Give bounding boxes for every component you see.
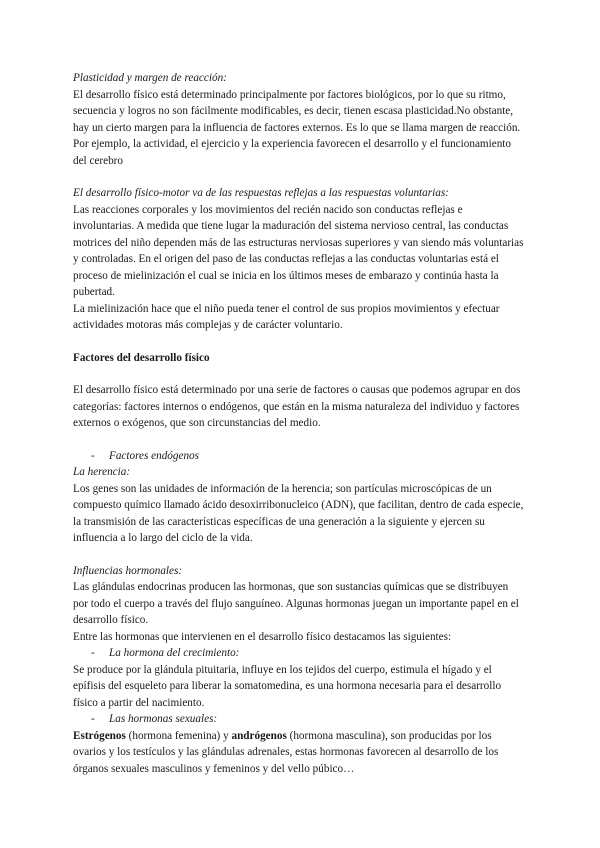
crecimiento-bullet — [73, 645, 525, 662]
bullet-dash: - — [91, 713, 95, 725]
endogenos-bullet — [73, 448, 525, 465]
sexuales-bullet-label: Las hormonas sexuales: — [109, 713, 218, 725]
hormonales-paragraph-2: Entre las hormonas que intervienen en el desarrollo físico destacamos las siguientes: — [73, 630, 452, 643]
hormonales-subheading: Influencias hormonales: — [73, 564, 183, 577]
plasticidad-heading: Plasticidad y margen de reacción: — [73, 72, 227, 84]
sexuales-text-2: (hormona masculina), son producidas por los ovarios y los testículos y las glándulas adrenales, estas hormonas favorecen al desarrollo de los órganos sexuales masculinos y femeninos y del vello púbico… — [73, 729, 499, 775]
herencia-subheading: La herencia: — [73, 466, 131, 478]
hormonales-paragraph-1: Las glándulas endocrinas producen las hormonas, que son sustancias químicas que se distribuyen por todo el cuerpo a través del flujo sanguíneo. Algunas hormonas juegan un importante papel en el desarrollo físico. — [73, 581, 519, 626]
bullet-dash: - — [91, 449, 95, 462]
motor-paragraph-2: La mielinización hace que el niño pueda tener el control de sus propios movimientos y efectuar actividades motoras más complejas y de carácter voluntario. — [73, 302, 500, 331]
herencia-paragraph: Los genes son las unidades de información de la herencia; son partículas microscópicas de un compuesto químico llamado ácido desoxirribonucleico (ADN), que facilitan, dentro de cada especie, la transmisión de las características específicas de una generación a la siguiente y ejercen su influencia a lo largo del ciclo de la vida. — [73, 482, 524, 544]
crecimiento-bullet-label: La hormona del crecimiento: — [109, 647, 240, 659]
sexuales-paragraph — [73, 728, 525, 778]
motor-heading: El desarrollo físico-motor va de las respuestas reflejas a las respuestas voluntarias: — [73, 187, 449, 199]
plasticidad-paragraph: El desarrollo físico está determinado principalmente por factores biológicos, por lo que su ritmo, secuencia y logros no son fácilmente modificables, es decir, tienen escasa plasticidad.No obstante, hay un cierto margen para la influencia de factores externos. Es lo que se llama margen de reacción. Por ejemplo, la actividad, el ejercicio y la experiencia favorecen el desarrollo y el funcionamiento del cerebro — [73, 88, 521, 167]
sexuales-bullet — [73, 711, 525, 728]
bullet-dash: - — [91, 647, 95, 659]
document-page — [73, 70, 525, 777]
crecimiento-paragraph: Se produce por la glándula pituitaria, influye en los tejidos del cuerpo, estimula el hígado y el epífisis del esqueleto para liberar la somatomedina, es una hormona necesaria para el desarrollo físico a partir del nacimiento. — [73, 663, 502, 709]
motor-paragraph-1: Las reacciones corporales y los movimientos del recién nacido son conductas reflejas e involuntarias. A medida que tiene lugar la maduración del sistema nervioso central, las conductas motrices del niño dependen más de las estructuras nerviosas superiores y van siendo más voluntarias y controladas. En el origen del paso de las conductas reflejas a las conductas voluntarias está el proceso de mielinización el cual se inicia en los últimos meses de embarazo y continúa hasta la pubertad. — [73, 203, 524, 298]
factores-heading: Factores del desarrollo físico — [73, 351, 210, 364]
estrogenos-term: Estrógenos — [73, 729, 126, 742]
sexuales-text-1: (hormona femenina) y — [125, 729, 232, 742]
endogenos-bullet-label: Factores endógenos — [109, 449, 199, 462]
androgenos-term: andrógenos — [231, 729, 287, 742]
factores-paragraph: El desarrollo físico está determinado por una serie de factores o causas que podemos agrupar en dos categorías: factores internos o endógenos, que están en la misma naturaleza del individuo y factores externos o exógenos, que son circunstancias del medio. — [73, 384, 521, 429]
